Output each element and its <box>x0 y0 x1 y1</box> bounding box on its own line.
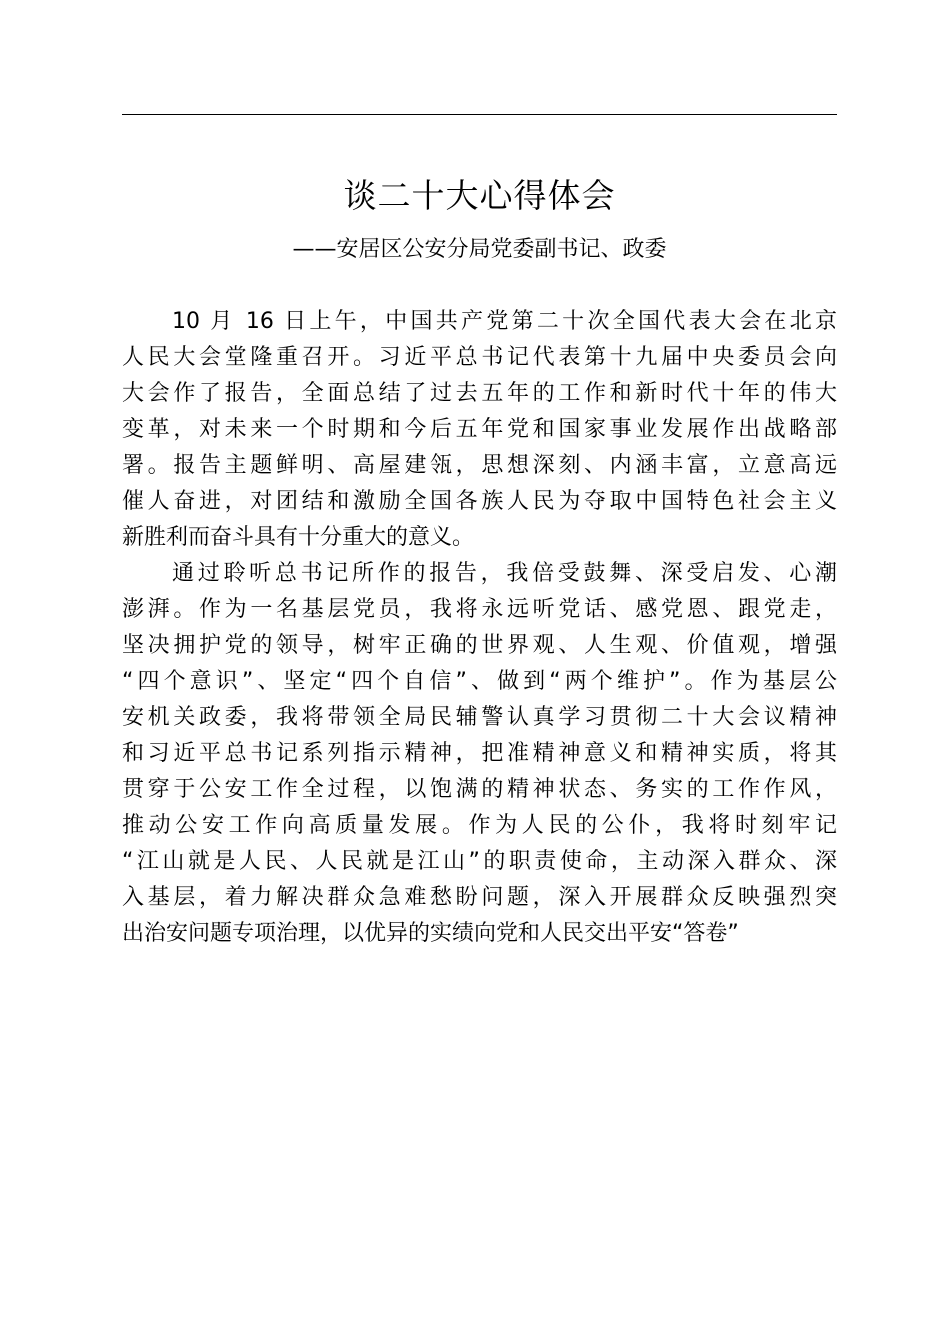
paragraph-line: 大会作了报告，全面总结了过去五年的工作和新时代十年的伟大 <box>122 381 837 406</box>
paragraph-line: 推动公安工作向高质量发展。作为人民的公仆，我将时刻牢记 <box>122 813 837 838</box>
paragraph-line: 变革，对未来一个时期和今后五年党和国家事业发展作出战略部 <box>122 417 837 442</box>
document-title: 谈二十大心得体会 <box>343 176 616 215</box>
paragraph-line: 坚决拥护党的领导，树牢正确的世界观、人生观、价值观，增强 <box>122 633 837 658</box>
paragraph-line: 出治安问题专项治理，以优异的实绩向党和人民交出平安“答卷” <box>122 921 739 946</box>
paragraph-line: 新胜利而奋斗具有十分重大的意义。 <box>122 525 475 550</box>
paragraph-line: “四个意识”、坚定“四个自信”、做到“两个维护”。作为基层公 <box>122 669 837 694</box>
paragraph-line: 入基层，着力解决群众急难愁盼问题，深入开展群众反映强烈突 <box>122 885 837 910</box>
header-rule <box>122 114 837 115</box>
paragraph-line: 署。报告主题鲜明、高屋建瓴，思想深刻、内涵丰富，立意高远 <box>122 453 837 478</box>
document-subtitle: ——安居区公安分局党委副书记、政委 <box>292 237 667 262</box>
paragraph-line: 澎湃。作为一名基层党员，我将永远听党话、感党恩、跟党走， <box>122 597 837 622</box>
paragraph-line: 通过聆听总书记所作的报告，我倍受鼓舞、深受启发、心潮 <box>172 561 837 586</box>
paragraph-line: 安机关政委，我将带领全局民辅警认真学习贯彻二十大会议精神 <box>122 705 837 730</box>
document-body <box>122 304 837 952</box>
paragraph-line: 催人奋进，对团结和激励全国各族人民为夺取中国特色社会主义 <box>122 489 837 514</box>
paragraph-line: 10 月 16 日上午，中国共产党第二十次全国代表大会在北京 <box>172 309 837 334</box>
paragraph-2 <box>122 556 837 952</box>
paragraph-1 <box>122 304 837 556</box>
paragraph-line: 人民大会堂隆重召开。习近平总书记代表第十九届中央委员会向 <box>122 345 837 370</box>
paragraph-line: “江山就是人民、人民就是江山”的职责使命，主动深入群众、深 <box>122 849 837 874</box>
paragraph-line: 和习近平总书记系列指示精神，把准精神意义和精神实质，将其 <box>122 741 837 766</box>
paragraph-line: 贯穿于公安工作全过程，以饱满的精神状态、务实的工作作风， <box>122 777 837 802</box>
